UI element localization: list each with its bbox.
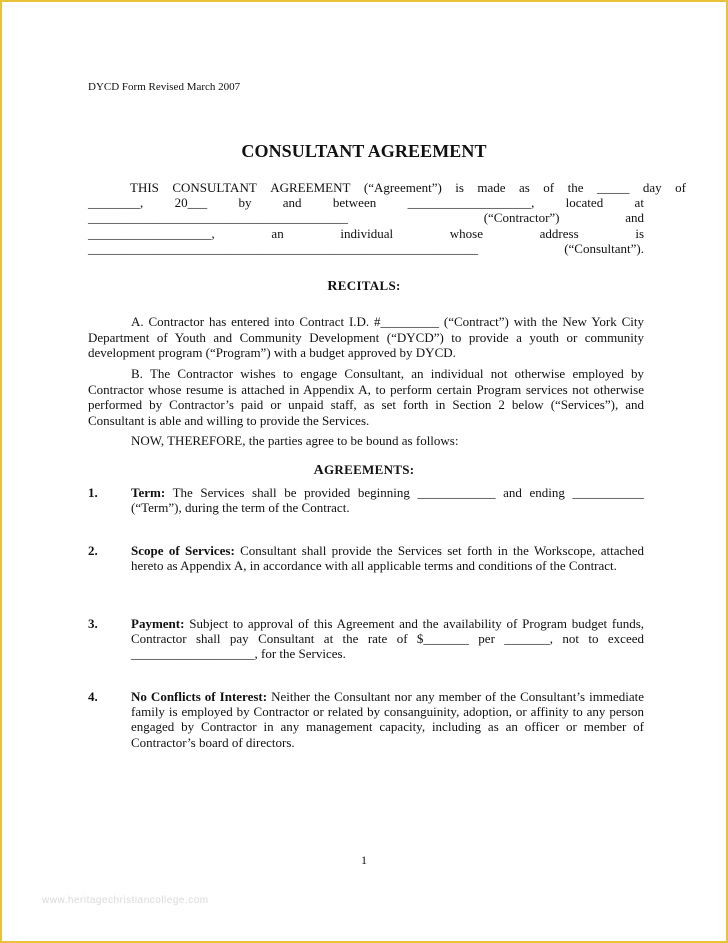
intro-line-2: ________, 20___ by and between ___________________, located at <box>88 195 644 210</box>
clause-3-payment: Payment: Subject to approval of this Agreement and the availability of Program budget funds, Contractor shall pay Consultant at the rate of $_______ per _______, not to exceed ___________________, for the Services. <box>131 616 645 662</box>
clause-2-number: 2. <box>88 543 98 558</box>
agreements-heading: AGREEMENTS: <box>313 462 415 478</box>
document-title: CONSULTANT AGREEMENT <box>241 141 487 161</box>
watermark-text: www.heritagechristiancollege.com <box>42 895 209 906</box>
clause-4-conflicts: No Conflicts of Interest: Neither the Consultant nor any member of the Consultant’s immediate family is employed by Contractor or related by consanguinity, adoption, or affinity to any person engaged by Contractor in any management capacity, including as an officer or member of Contractor’s board of directors. <box>131 689 644 750</box>
page-number: 1 <box>361 853 367 867</box>
recitals-heading: RECITALS: <box>327 278 401 294</box>
clause-3-number: 3. <box>88 616 98 631</box>
clause-4-number: 4. <box>88 689 98 704</box>
intro-line-5: ____________________________________________________________ (“Consultant”). <box>88 241 644 256</box>
intro-line-3: ________________________________________ (“Contractor”) and <box>88 210 644 225</box>
clause-1-term: Term: The Services shall be provided beginning ____________ and ending ___________ (“Term”), during the term of the Contract. <box>131 485 645 516</box>
recital-b: B. The Contractor wishes to engage Consultant, an individual not otherwise employed by Contractor whose resume is attached in Appendix A, to perform certain Program services not otherwise performed by Contractor’s paid or unpaid staff, as set forth in Section 2 below (“Services”), and Consultant is able and willing to provide the Services. <box>88 366 644 428</box>
recital-a: A. Contractor has entered into Contract I.D. #_________ (“Contract”) with the New York City Department of Youth and Community Development (“DYCD”) to provide a youth or community development program (“Program”) with a budget approved by DYCD. <box>88 314 644 360</box>
now-therefore-clause: NOW, THEREFORE, the parties agree to be bound as follows: <box>131 433 459 448</box>
clause-1-number: 1. <box>88 485 98 500</box>
clause-2-scope: Scope of Services: Consultant shall provide the Services set forth in the Workscope, attached hereto as Appendix A, in accordance with all applicable terms and conditions of the Contract. <box>131 543 645 574</box>
form-revision-note: DYCD Form Revised March 2007 <box>88 81 241 93</box>
intro-line-4: ___________________, an individual whose address is <box>88 226 644 241</box>
intro-line-1: THIS CONSULTANT AGREEMENT (“Agreement”) is made as of the _____ day of <box>130 180 686 195</box>
